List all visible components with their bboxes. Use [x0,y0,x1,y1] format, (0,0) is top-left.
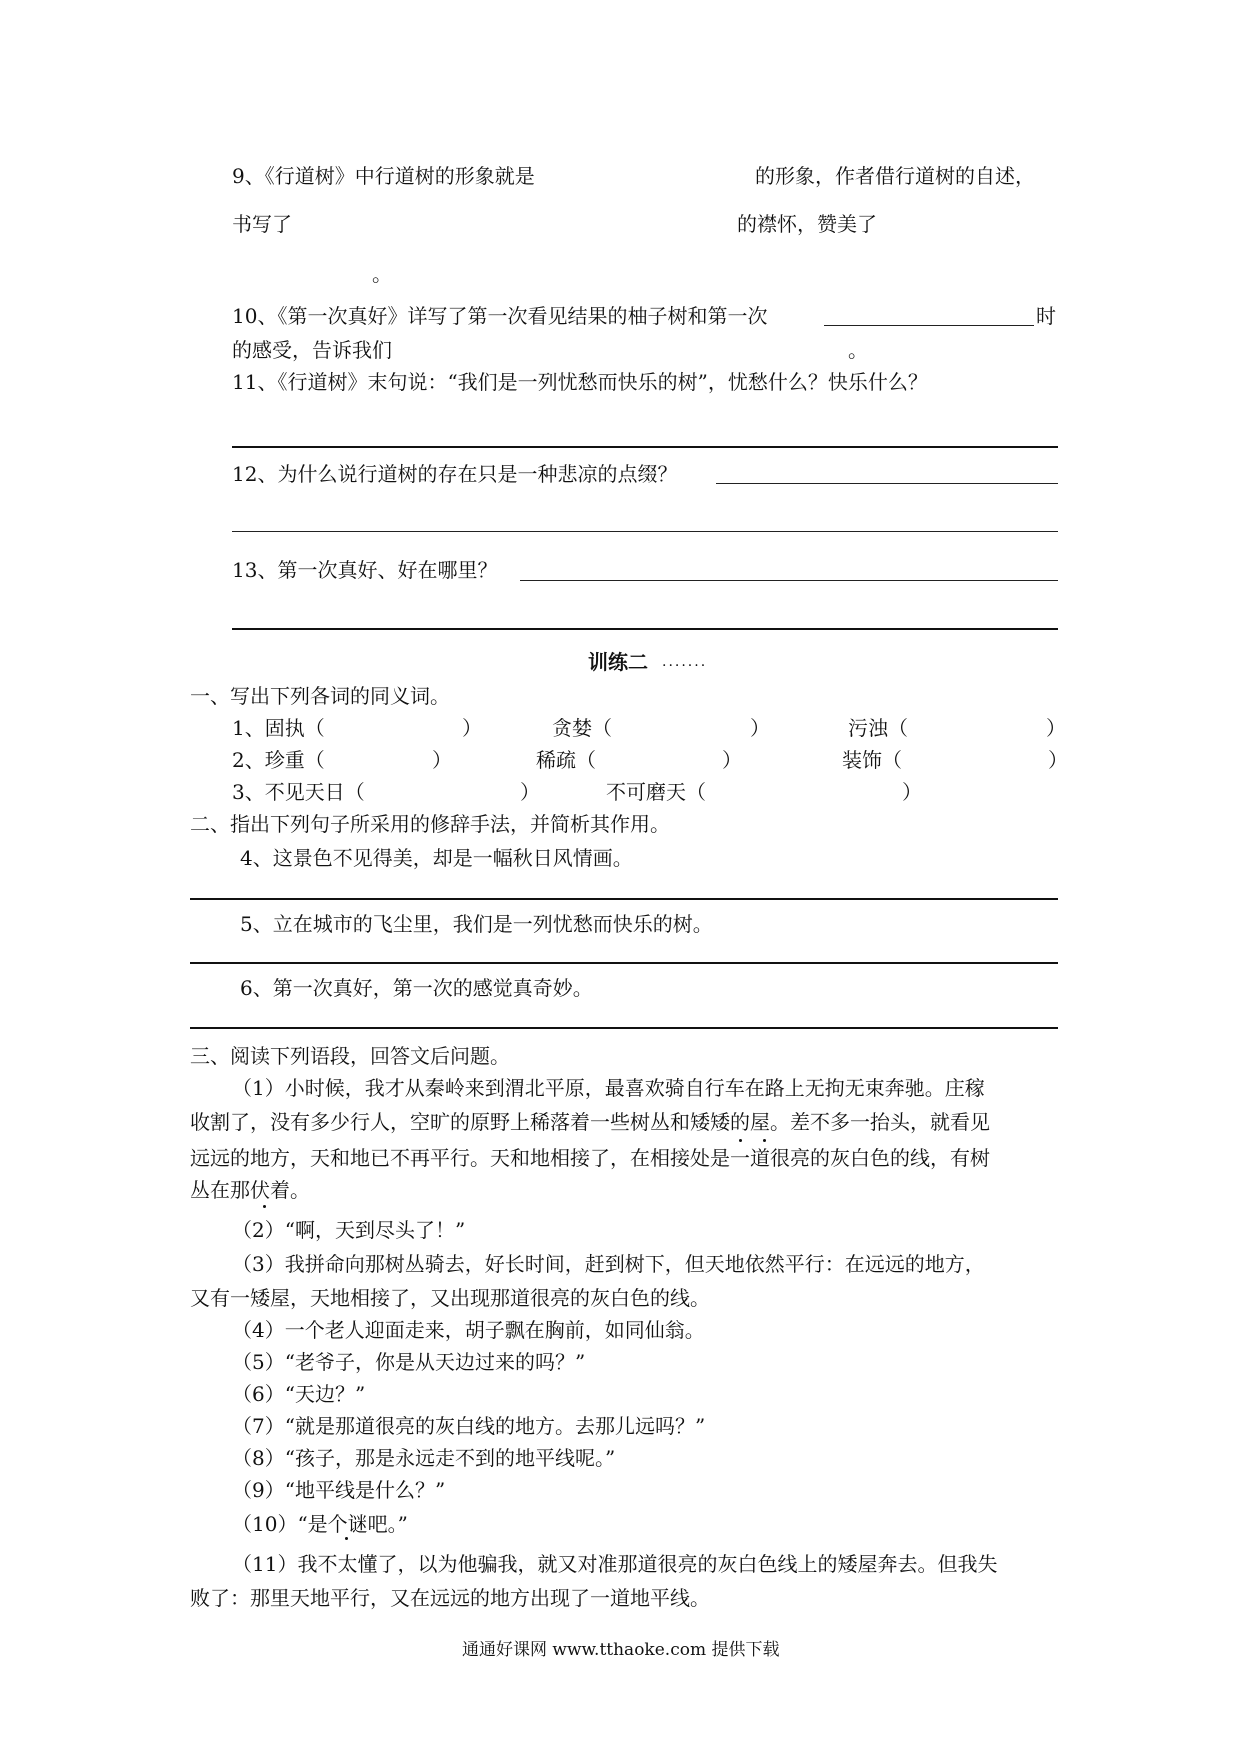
word-3-label: 污浊（ [848,716,908,740]
q9-end: 。 [372,262,392,286]
q13-answer-line-2[interactable] [232,628,1058,630]
word-4-label: 2、珍重（ [232,748,325,772]
sentence-4: 4、这景色不见得美，却是一幅秋日风情画。 [240,846,633,870]
sentence-6-answer-line[interactable] [190,1027,1058,1029]
q12-answer-line-1[interactable] [716,483,1058,484]
word-8-close: ） [902,780,922,804]
word-7-close: ） [520,780,540,804]
q10-text-2: 时 [1036,304,1056,328]
q10-blank[interactable] [824,325,1034,326]
section-title-dots: ....... [662,654,708,670]
sentence-4-answer-line[interactable] [190,898,1058,900]
q9-text-1: 9、《行道树》中行道树的形象就是 [232,164,535,188]
word-8-label: 不可磨天（ [606,780,706,804]
emphasis-dot [739,1139,742,1142]
part2-heading: 二、指出下列句子所采用的修辞手法，并简析其作用。 [190,812,670,836]
passage-p1-line4: 丛在那伏着。 [190,1178,310,1202]
passage-p9: （9）“地平线是什么？” [232,1478,446,1502]
q12-text: 12、为什么说行道树的存在只是一种悲凉的点缀？ [232,462,678,486]
sentence-5-answer-line[interactable] [190,962,1058,964]
passage-p11-line2: 败了：那里天地平行，又在远远的地方出现了一道地平线。 [190,1586,710,1610]
q11-answer-line[interactable] [232,446,1058,448]
passage-p5: （5）“老爷子，你是从天边过来的吗？” [232,1350,586,1374]
q13-text: 13、第一次真好、好在哪里？ [232,558,498,582]
passage-p1-line3: 远远的地方，天和地已不再平行。天和地相接了，在相接处是一道很亮的灰白色的线，有树 [190,1146,990,1170]
word-3-close: ） [1046,716,1066,740]
sentence-5: 5、立在城市的飞尘里，我们是一列忧愁而快乐的树。 [240,912,713,936]
word-1-close: ） [462,716,482,740]
passage-p6: （6）“天边？” [232,1382,366,1406]
section-title: 训练二 [588,650,648,674]
q12-answer-line-2[interactable] [232,531,1058,532]
q11-text: 11、《行道树》末句说：“我们是一列忧愁而快乐的树”，忧愁什么？快乐什么？ [232,370,928,394]
passage-p1-line1: （1）小时候，我才从秦岭来到渭北平原，最喜欢骑自行车在路上无拘无束奔驰。庄稼 [232,1076,985,1100]
q9-text-2: 的形象，作者借行道树的自述， [755,164,1035,188]
passage-p3-line2: 又有一矮屋，天地相接了，又出现那道很亮的灰白色的线。 [190,1286,710,1310]
q13-answer-line-1[interactable] [520,580,1058,581]
footer-text: 通通好课网 www.tthaoke.com 提供下载 [462,1640,780,1660]
passage-p8: （8）“孩子，那是永远走不到的地平线呢。” [232,1446,616,1470]
q10-text-3: 的感受，告诉我们 [232,338,392,362]
word-7-label: 3、不见天日（ [232,780,365,804]
q10-end: 。 [848,338,868,362]
passage-p1-line2: 收割了，没有多少行人，空旷的原野上稀落着一些树丛和矮矮的屋。差不多一抬头，就看见 [190,1110,990,1134]
word-6-label: 装饰（ [842,748,902,772]
emphasis-dot [345,1537,348,1540]
emphasis-dot [763,1139,766,1142]
q10-text-1: 10、《第一次真好》详写了第一次看见结果的柚子树和第一次 [232,304,768,328]
word-5-label: 稀疏（ [536,748,596,772]
passage-p7: （7）“就是那道很亮的灰白线的地方。去那儿远吗？” [232,1414,706,1438]
part1-heading: 一、写出下列各词的同义词。 [190,684,450,708]
passage-p11-line1: （11）我不太懂了，以为他骗我，就又对准那道很亮的灰白色线上的矮屋奔去。但我失 [232,1552,998,1576]
word-6-close: ） [1048,748,1068,772]
passage-p3-line1: （3）我拼命向那树丛骑去，好长时间，赶到树下，但天地依然平行：在远远的地方， [232,1252,985,1276]
word-2-close: ） [750,716,770,740]
passage-p4: （4）一个老人迎面走来，胡子飘在胸前，如同仙翁。 [232,1318,705,1342]
q9-text-3: 书写了 [232,212,292,236]
word-4-close: ） [432,748,452,772]
sentence-6: 6、第一次真好，第一次的感觉真奇妙。 [240,976,593,1000]
passage-p2: （2）“啊，天到尽头了！” [232,1218,466,1242]
passage-p10: （10）“是个谜吧。” [232,1512,408,1536]
emphasis-dot [263,1205,266,1208]
word-5-close: ） [722,748,742,772]
part3-heading: 三、阅读下列语段，回答文后问题。 [190,1044,510,1068]
word-2-label: 贪婪（ [552,716,612,740]
q9-text-4: 的襟怀，赞美了 [737,212,877,236]
word-1-label: 1、固执（ [232,716,325,740]
